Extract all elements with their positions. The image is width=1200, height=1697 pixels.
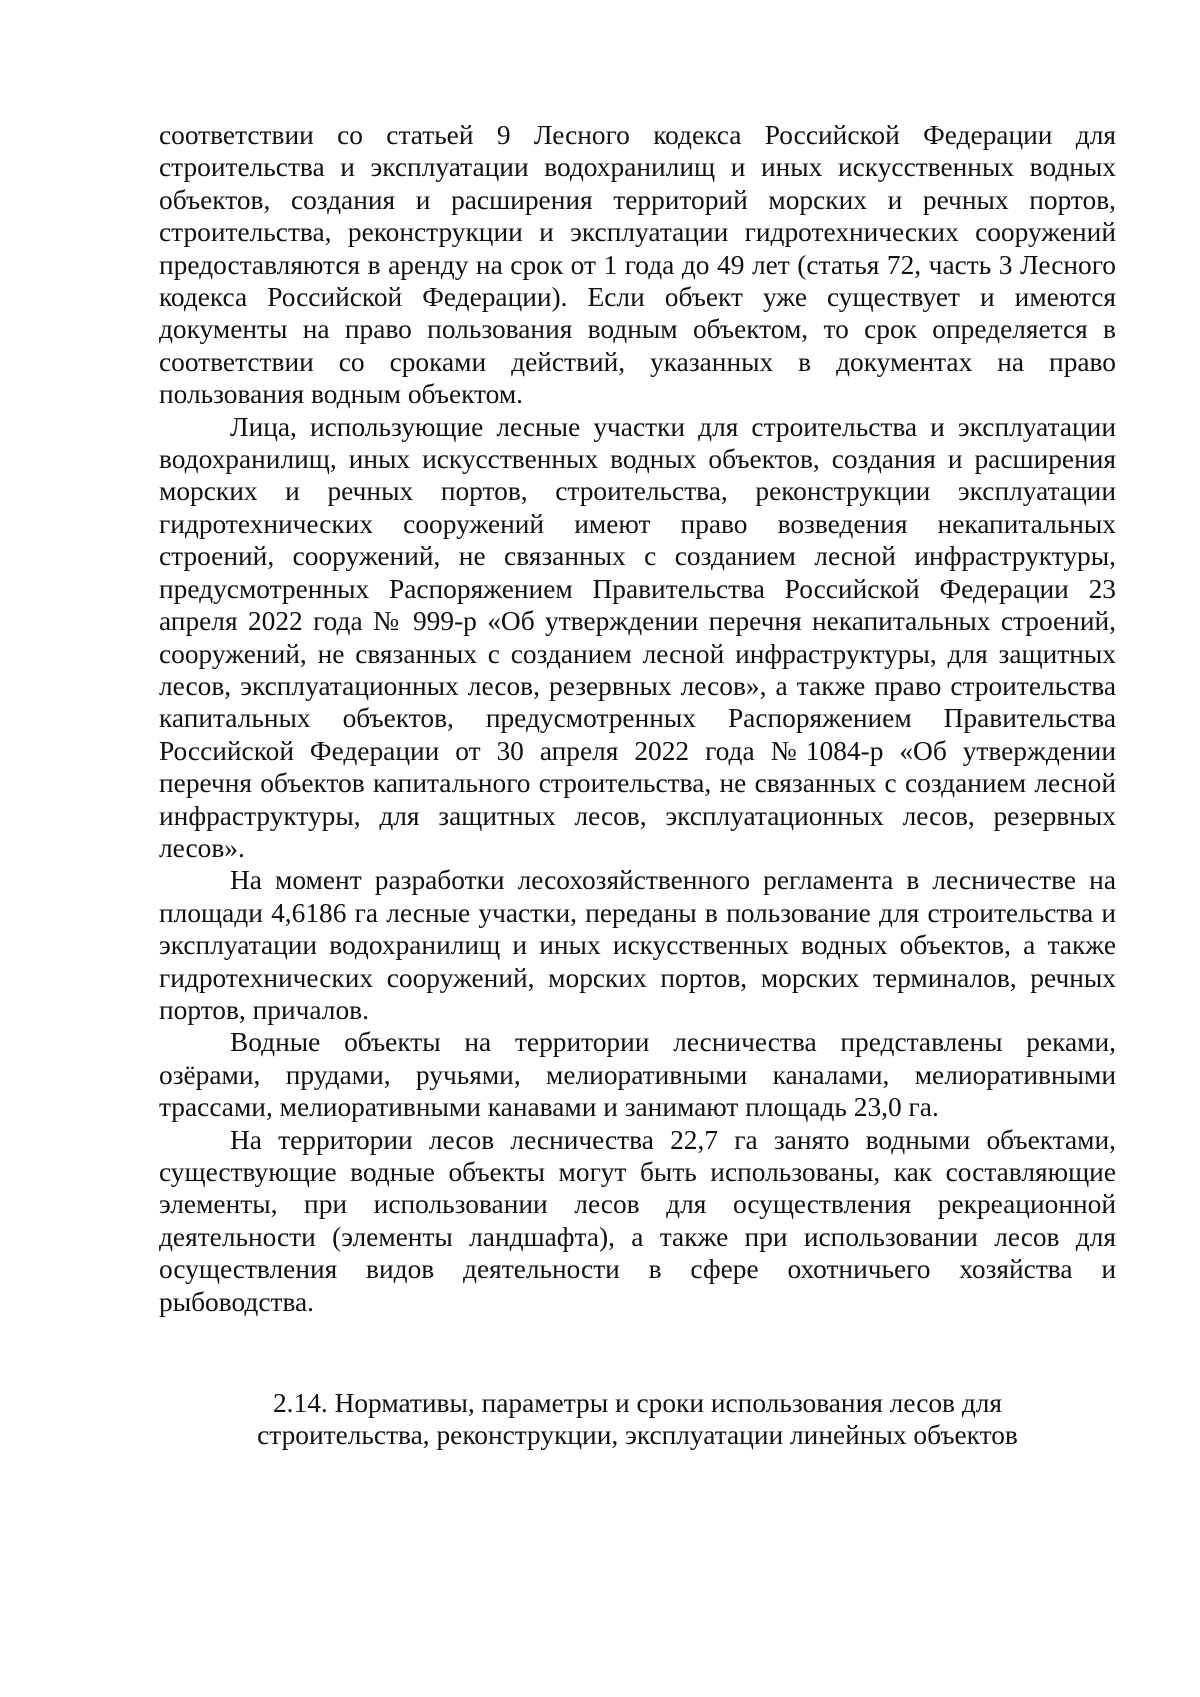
paragraph-water-bodies: Водные объекты на территории лесничества представлены реками, озёрами, прудами, ручьями, мелиоративными каналами, мелиоративными трассами, мелиоративными канавами и занимают площадь 23,0 га. — [159, 1027, 1116, 1123]
paragraph-water-objects-use: На территории лесов лесничества 22,7 га занято водными объектами, существующие водные объекты могут быть использованы, как составляющие элементы, при использовании лесов для осуществления рекреационной деятельности (элементы ландшафта), а также при использовании лесов для осуществления видов деятельности в сфере охотничьего хозяйства и рыбоводства. — [159, 1124, 1116, 1317]
body-text — [159, 119, 1116, 1318]
section-heading-line-1: 2.14. Нормативы, параметры и сроки использования лесов для — [272, 1388, 1003, 1418]
section-heading — [159, 1387, 1116, 1452]
paragraph-continuation: соответствии со статьей 9 Лесного кодекса Российской Федерации для строительства и эксплуатации водохранилищ и иных искусственных водных объектов, создания и расширения территорий морских и речных портов, строительства, реконструкции и эксплуатации гидротехнических сооружений предоставляются в аренду на срок от 1 года до 49 лет (статья 72, часть 3 Лесного кодекса Российской Федерации). Если объект уже существует и имеются документы на право пользования водным объектом, то срок определяется в соответствии со сроками действий, указанных в документах на право пользования водным объектом. — [159, 120, 1116, 410]
paragraph-transferred-plots: На момент разработки лесохозяйственного регламента в лесничестве на площади 4,6186 га лесные участки, переданы в пользование для строительства и эксплуатации водохранилищ и иных искусственных водных объектов, а также гидротехнических сооружений, морских портов, морских терминалов, речных портов, причалов. — [159, 865, 1116, 1025]
section-heading-line-2: строительства, реконструкции, эксплуатации линейных объектов — [257, 1420, 1018, 1451]
paragraph-rights-of-users: Лица, использующие лесные участки для строительства и эксплуатации водохранилищ, иных искусственных водных объектов, создания и расширения морских и речных портов, строительства, реконструкции эксплуатации гидротехнических сооружений имеют право возведения некапитальных строений, сооружений, не связанных с созданием лесной инфраструктуры, предусмотренных Распоряжением Правительства Российской Федерации 23 апреля 2022 года № 999-р «Об утверждении перечня некапитальных строений, сооружений, не связанных с созданием лесной инфраструктуры, для защитных лесов, эксплуатационных лесов, резервных лесов», а также право строительства капитальных объектов, предусмотренных Распоряжением Правительства Российской Федерации от 30 апреля 2022 года №1084-р «Об утверждении перечня объектов капитального строительства, не связанных с созданием лесной инфраструктуры, для защитных лесов, эксплуатационных лесов, резервных лесов». — [159, 411, 1116, 863]
